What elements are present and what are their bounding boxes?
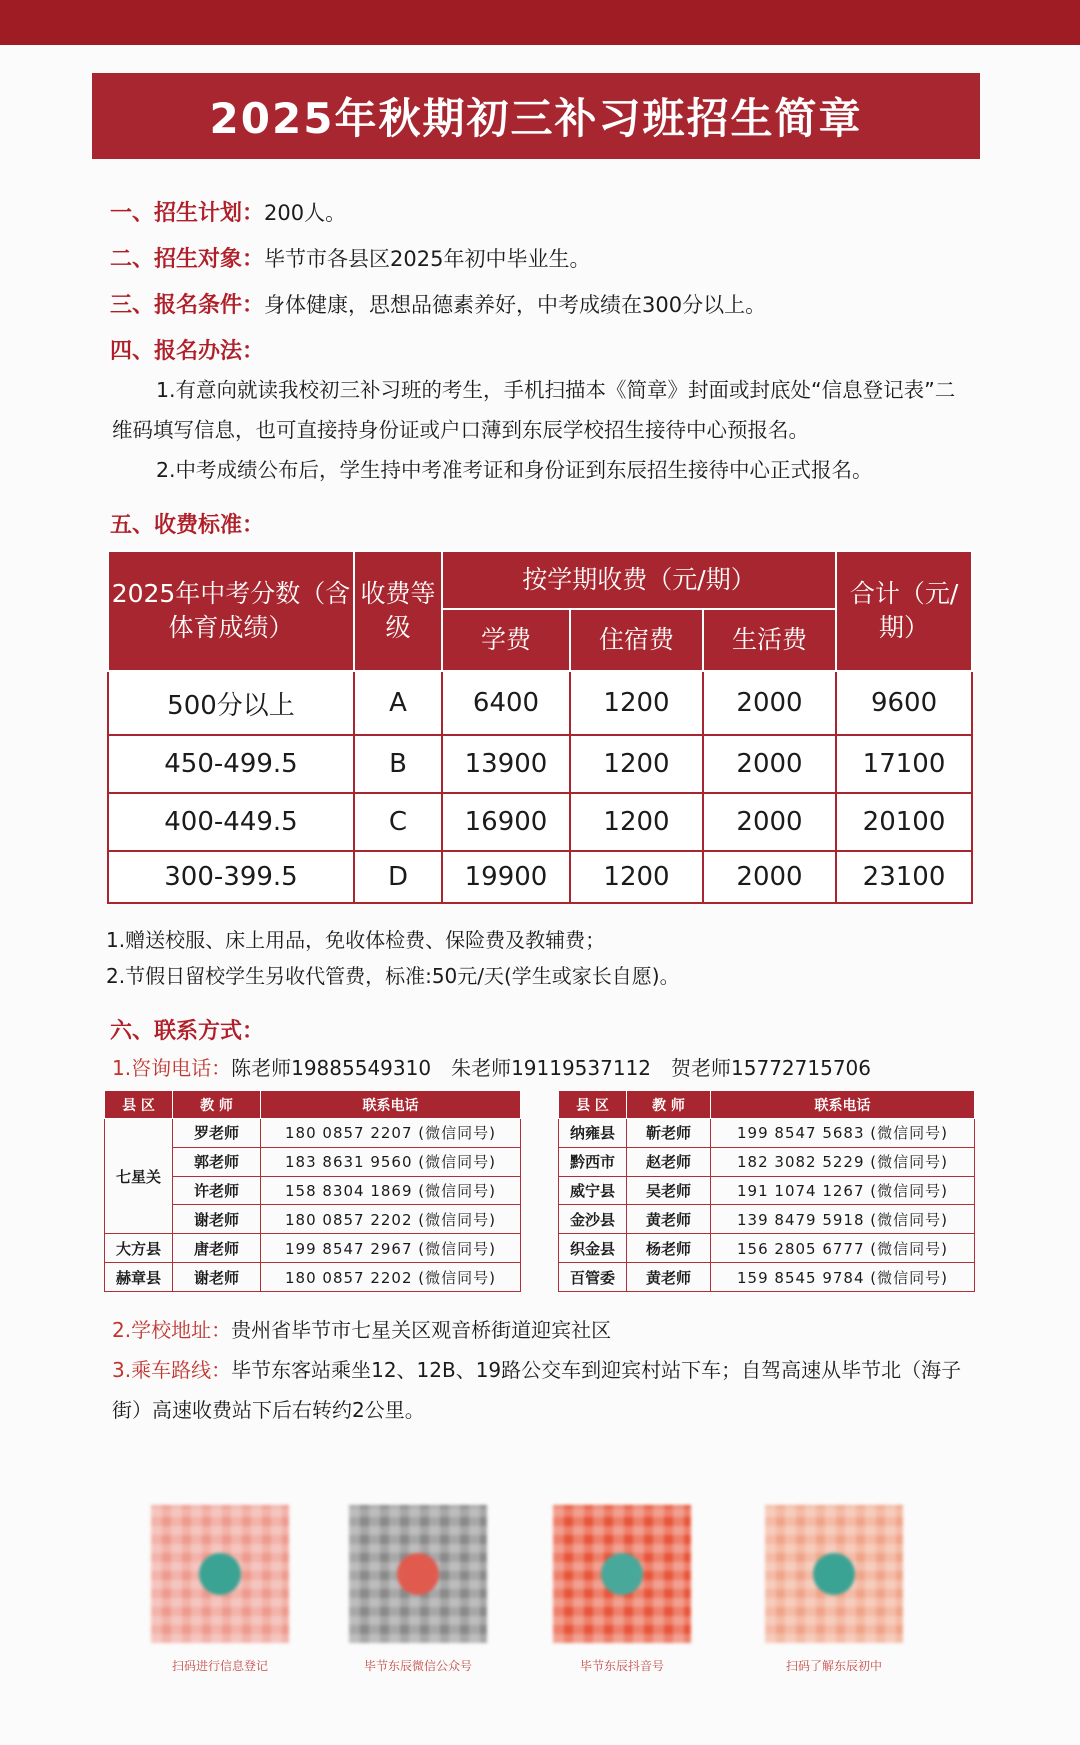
- fee-cell: A: [354, 671, 442, 735]
- fee-cell: 2000: [703, 793, 836, 851]
- qr-caption: 毕节东辰微信公众号: [363, 1659, 472, 1673]
- header-county: 县 区: [559, 1091, 627, 1119]
- teacher-cell: 许老师: [173, 1176, 261, 1205]
- qr-center-dot: [813, 1553, 855, 1595]
- header-county: 县 区: [105, 1091, 173, 1119]
- county-cell: 黔西市: [559, 1147, 627, 1176]
- fee-cell: 1200: [570, 851, 703, 903]
- fee-cell: 2000: [703, 735, 836, 793]
- fee-cell: 19900: [442, 851, 570, 903]
- fee-table: [107, 550, 973, 904]
- fee-cell: 17100: [836, 735, 972, 793]
- section-text: 200人。: [264, 201, 347, 225]
- fee-cell: C: [354, 793, 442, 851]
- county-cell: 织金县: [559, 1234, 627, 1263]
- phone-cell: 139 8479 5918 (微信同号): [711, 1205, 975, 1234]
- route-paragraph: [112, 1350, 972, 1430]
- section-fee: [110, 508, 264, 539]
- fee-cell: 1200: [570, 735, 703, 793]
- qr-code-junior[interactable]: [765, 1505, 903, 1643]
- teacher-cell: 黄老师: [627, 1263, 711, 1292]
- header-tuition: 学费: [442, 609, 570, 671]
- section-text: 身体健康，思想品德素养好，中考成绩在300分以上。: [264, 293, 767, 317]
- teacher-cell: 靳老师: [627, 1119, 711, 1148]
- section-heading: 六、联系方式：: [110, 1019, 265, 1044]
- section-contact: [110, 1014, 264, 1045]
- phone-cell: 158 8304 1869 (微信同号): [261, 1176, 521, 1205]
- fee-cell: 450-499.5: [108, 735, 354, 793]
- route-text: 毕节东客站乘坐12、12B、19路公交车到迎宾村站下车；自驾高速从毕节北（海子街）高速收费站下后右转约2公里。: [112, 1358, 962, 1422]
- contact-row: [559, 1147, 975, 1176]
- phone-line: [112, 1052, 871, 1081]
- top-banner-bar: [0, 0, 1080, 45]
- header-phone: 联系电话: [711, 1091, 975, 1119]
- fee-cell: 400-449.5: [108, 793, 354, 851]
- phone-cell: 182 3082 5229 (微信同号): [711, 1147, 975, 1176]
- phone-cell: 191 1074 1267 (微信同号): [711, 1176, 975, 1205]
- contact-table-right: [558, 1090, 975, 1292]
- section-target: [110, 242, 590, 273]
- teacher-cell: 黄老师: [627, 1205, 711, 1234]
- qr-caption: 扫码了解东辰初中: [785, 1659, 882, 1673]
- section-heading: 四、报名办法：: [110, 339, 265, 364]
- fee-cell: B: [354, 735, 442, 793]
- phone-cell: 180 0857 2202 (微信同号): [261, 1263, 521, 1292]
- teacher-cell: 谢老师: [173, 1263, 261, 1292]
- qr-caption: 扫码进行信息登记: [171, 1659, 268, 1673]
- contact-row: [559, 1176, 975, 1205]
- method-text-2: 2.中考成绩公布后，学生持中考准考证和身份证到东辰招生接待中心正式报名。: [156, 458, 873, 482]
- county-cell: 威宁县: [559, 1176, 627, 1205]
- section-method: [110, 334, 264, 365]
- contact-row: [105, 1234, 521, 1263]
- qr-block-junior: [764, 1505, 904, 1674]
- header-dorm: 住宿费: [570, 609, 703, 671]
- qr-block-wechat: [348, 1505, 488, 1674]
- phone-cell: 180 0857 2207 (微信同号): [261, 1119, 521, 1148]
- county-cell: 百管委: [559, 1263, 627, 1292]
- fee-row: [108, 671, 972, 735]
- section-heading: 三、报名条件：: [110, 293, 265, 318]
- fee-cell: 20100: [836, 793, 972, 851]
- phone-cell: 199 8547 2967 (微信同号): [261, 1234, 521, 1263]
- section-heading: 二、招生对象：: [110, 247, 265, 272]
- phone-cell: 156 2805 6777 (微信同号): [711, 1234, 975, 1263]
- header-term-fee: 按学期收费（元/期）: [442, 551, 836, 609]
- fee-cell: 23100: [836, 851, 972, 903]
- teacher-cell: 郭老师: [173, 1147, 261, 1176]
- qr-center-dot: [199, 1553, 241, 1595]
- contact-row: [559, 1119, 975, 1148]
- fee-cell: 2000: [703, 671, 836, 735]
- contact-row: [559, 1205, 975, 1234]
- section-condition: [110, 288, 766, 319]
- teacher-cell: 吴老师: [627, 1176, 711, 1205]
- fee-cell: D: [354, 851, 442, 903]
- phone-cell: 159 8545 9784 (微信同号): [711, 1263, 975, 1292]
- fee-row: [108, 735, 972, 793]
- header-living: 生活费: [703, 609, 836, 671]
- county-cell: 纳雍县: [559, 1119, 627, 1148]
- contact-row: [105, 1119, 521, 1148]
- header-score: 2025年中考分数（含体育成绩）: [108, 551, 354, 671]
- fee-cell: 6400: [442, 671, 570, 735]
- fee-note-1: 1.赠送校服、床上用品，免收体检费、保险费及教辅费；: [106, 928, 606, 952]
- fee-row: [108, 851, 972, 903]
- qr-center-dot: [601, 1553, 643, 1595]
- fee-cell: 500分以上: [108, 671, 354, 735]
- phone-cell: 199 8547 5683 (微信同号): [711, 1119, 975, 1148]
- qr-block-douyin: [552, 1505, 692, 1674]
- header-level: 收费等级: [354, 551, 442, 671]
- contact-table-left: [104, 1090, 521, 1292]
- phone-cell: 180 0857 2202 (微信同号): [261, 1205, 521, 1234]
- teacher-cell: 唐老师: [173, 1234, 261, 1263]
- qr-code-wechat[interactable]: [349, 1505, 487, 1643]
- contact-row: [105, 1263, 521, 1292]
- phone-text: 陈老师19885549310 朱老师19119537112 贺老师15772715706: [231, 1056, 872, 1080]
- method-paragraph-1: [112, 370, 972, 450]
- fee-cell: 9600: [836, 671, 972, 735]
- county-cell: 大方县: [105, 1234, 173, 1263]
- address-text: 贵州省毕节市七星关区观音桥街道迎宾社区: [231, 1318, 612, 1342]
- section-heading: 一、招生计划：: [110, 201, 265, 226]
- fee-cell: 1200: [570, 671, 703, 735]
- qr-code-douyin[interactable]: [553, 1505, 691, 1643]
- contact-row: [559, 1263, 975, 1292]
- route-label: 3.乘车路线：: [112, 1358, 232, 1382]
- fee-cell: 1200: [570, 793, 703, 851]
- header-total: 合计（元/期）: [836, 551, 972, 671]
- header-teacher: 教 师: [173, 1091, 261, 1119]
- county-cell: 七星关: [105, 1119, 173, 1234]
- header-teacher: 教 师: [627, 1091, 711, 1119]
- address-label: 2.学校地址：: [112, 1318, 232, 1342]
- header-phone: 联系电话: [261, 1091, 521, 1119]
- fee-row: [108, 793, 972, 851]
- page-title: 2025年秋期初三补习班招生简章: [92, 73, 980, 159]
- fee-note-2: 2.节假日留校学生另收代管费，标准:50元/天(学生或家长自愿)。: [106, 964, 680, 988]
- address-line: [112, 1314, 611, 1343]
- teacher-cell: 谢老师: [173, 1205, 261, 1234]
- teacher-cell: 罗老师: [173, 1119, 261, 1148]
- county-cell: 金沙县: [559, 1205, 627, 1234]
- qr-block-register: [150, 1505, 290, 1674]
- qr-code-register[interactable]: [151, 1505, 289, 1643]
- method-text-1: 1.有意向就读我校初三补习班的考生，手机扫描本《简章》封面或封底处“信息登记表”二维码填写信息，也可直接持身份证或户口薄到东辰学校招生接待中心预报名。: [112, 378, 956, 442]
- qr-caption: 毕节东辰抖音号: [579, 1659, 664, 1673]
- fee-cell: 16900: [442, 793, 570, 851]
- fee-cell: 2000: [703, 851, 836, 903]
- teacher-cell: 赵老师: [627, 1147, 711, 1176]
- phone-label: 1.咨询电话：: [112, 1056, 232, 1080]
- qr-center-dot: [397, 1553, 439, 1595]
- phone-cell: 183 8631 9560 (微信同号): [261, 1147, 521, 1176]
- county-cell: 赫章县: [105, 1263, 173, 1292]
- fee-cell: 13900: [442, 735, 570, 793]
- teacher-cell: 杨老师: [627, 1234, 711, 1263]
- method-paragraph-2: [112, 450, 972, 490]
- section-heading: 五、收费标准：: [110, 513, 265, 538]
- section-text: 毕节市各县区2025年初中毕业生。: [264, 247, 591, 271]
- section-plan: [110, 196, 346, 227]
- fee-cell: 300-399.5: [108, 851, 354, 903]
- contact-row: [559, 1234, 975, 1263]
